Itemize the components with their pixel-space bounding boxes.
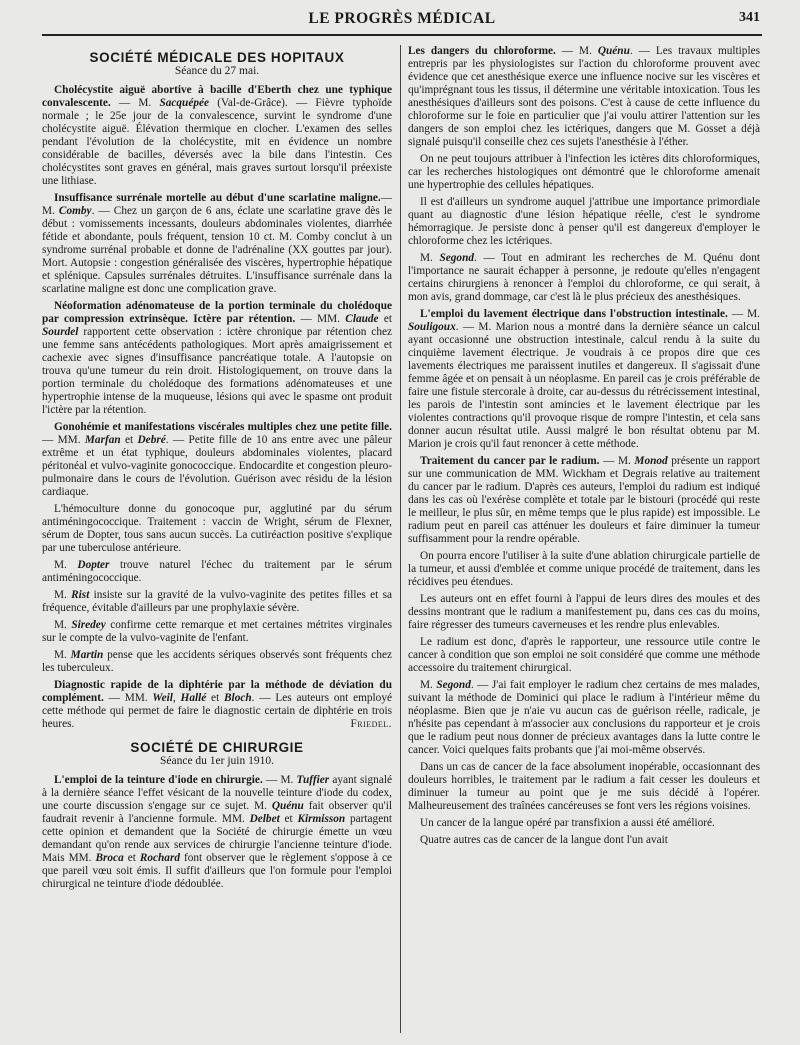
section-date-chirurgie: Séance du 1er juin 1910. xyxy=(159,755,274,767)
article-heading: Traitement du cancer par le radium. xyxy=(420,455,600,467)
running-title: LE PROGRÈS MÉDICAL xyxy=(308,10,496,27)
signature: Friedel. xyxy=(350,718,392,730)
author-name: Weil xyxy=(152,692,173,704)
article-body: . — M. Marion nous a montré dans la dernière séance un calcul ayant occasionné une obstruction intestinale, calcul rendu à la suite du cinquième lavement électrique. Je voudrais à ce propos dire que ces lavements électriques me paraissent inutiles et dangereux. Il s'agissait d'une femme âgée et on pensait à un néoplasme. En pareil cas je crois préférable de faire une fistule stercorale à droite, car au-dessus du rétrécissement intestinal, les parois de l'intestin sont amincies et le lavement électrique par les violentes contractions qu'il provoque risque de rompre l'intestin, et cela sans donner aucun résultat utile. Aussi malgré le bon résultat obtenu par M. Marion je crois qu'il faut renoncer à cette méthode. xyxy=(408,321,760,450)
paragraph-radium-2: On pourra encore l'utiliser à la suite d'une ablation chirurgicale partielle de la tumeur, et aussi d'emblée et comme unique procédé de traitement, dans les récidives peu étendues. xyxy=(408,550,760,588)
paragraph-martin: M. Martin pense que les accidents sériques observés sont fréquents chez les tuberculeux. xyxy=(42,649,392,674)
paragraph-radium-4: Le radium est donc, d'après le rapporteur, une ressource utile contre le cancer à condition que son emploi ne soit considéré que comme une méthode accessoire du traitement chirurgical. xyxy=(408,636,760,674)
author-name: Sourdel xyxy=(42,326,79,338)
author-name: Rist xyxy=(71,589,90,601)
paragraph-radium-8: Quatre autres cas de cancer de la langue dont l'un avait xyxy=(420,834,668,846)
article-lavement-electrique: L'emploi du lavement électrique dans l'obstruction intestinale. — M. Souligoux. — M. Marion nous a montré dans la dernière séance un calcul ayant occasionné une obstruction intestinale, calcul rendu à la suite du cinquième lavement électrique. Je voudrais à ce propos dire que ces lavements électriques me paraissent inutiles et dangereux. Il s'agissait d'une femme âgée et on pensait à un néoplasme. En pareil cas je crois préférable de faire une fistule stercorale à droite, car au-dessus du rétrécissement intestinal, les parois de l'intestin sont amincies et le lavement électrique par les violentes contractions qu'il provoque risque de rompre l'intestin, et cela sans donner aucun résultat utile. Aussi malgré le bon résultat obtenu par M. Marion je crois qu'il faut renoncer à cette méthode. xyxy=(408,308,760,450)
author-name: Marfan xyxy=(84,434,121,446)
right-column xyxy=(408,45,760,1035)
paragraph-chloro-3: Il est d'ailleurs un syndrome auquel j'attribue une importance primordiale quant au diagnostic d'une lésion hépatique réelle, c'est le syndrome hémorragique. Je persiste donc à penser qu'il est dangereux d'employer le chloroforme chez les ictériques. xyxy=(408,196,760,247)
author-name: Debré xyxy=(137,434,166,446)
author-name: Segond xyxy=(439,252,475,264)
author-name: Dopter xyxy=(77,559,110,571)
article-heading: Néoformation adénomateuse de la portion terminale du cholédoque par compression extrinsèque. Ictère par rétention. xyxy=(42,300,392,325)
article-heading: Les dangers du chloroforme. xyxy=(408,45,556,57)
article-gonohemie: Gonohémie et manifestations viscérales multiples chez une petite fille. — MM. Marfan et Debré. — Petite fille de 10 ans entre avec une pâleur extrême et un état typhique, douleurs abdominales violentes, placard péritonéal et vulvo-vaginite gonococcique. Endocardite et congestion pleuro-pulmonaire dans le cours de l'évolution. Guérison avec résidu de la lésion cardiaque. xyxy=(42,421,392,498)
column-divider xyxy=(400,45,401,1033)
article-heading: Cholécystite aiguë abortive à bacille d'Eberth chez une typhique convalescente. xyxy=(42,84,392,109)
article-body: présente un rapport sur une communication de MM. Wickham et Degrais relative au traitement du cancer par le radium. D'après ces auteurs, l'emploi du radium est indiqué dans les cas où l'exérèse complète et totale par le bistouri (procédé qui reste le meilleur, le plus sûr, en même temps que le plus rapide) est impossible. Le radium peut en pareil cas atténuer les douleurs et faire diminuer la tumeur suffisamment pour la rendre opérable. xyxy=(408,455,760,545)
article-chloroforme: Les dangers du chloroforme. — M. Quénu. — Les travaux multiples entrepris par les physiologistes sur l'action du chloroforme prouvent avec évidence que cet anesthésique exerce une influence nocive sur les viscères et qu'imprégnant tous les tissus, il détermine une véritable intoxication. Tous les anesthésiques d'ailleurs sont des poisons. C'est à cause de cette influence du chloroforme sur le foie en particulier que j'ai voulu attirer l'attention sur les dangers de son emploi chez les ictériques, dangers que M. Gosset a déjà signalé puisqu'il conseille chez ces sujets l'anesthésie à l'éther. xyxy=(408,45,760,148)
paragraph-segond-chloro: M. Segond. — Tout en admirant les recherches de M. Quénu dont l'importance ne saurait échapper à personne, je redoute qu'elles n'engagent certains chirurgiens à renoncer à l'emploi du chloroforme, ce qui serait, à mon avis, grand dommage, car c'est là le plus précieux des anesthésiques. xyxy=(408,252,760,303)
article-body: . — Les auteurs ont employé cette méthode qui permet de faire le diagnostic certain de diphtérie en trois heures. xyxy=(42,692,392,730)
article-teinture-iode: L'emploi de la teinture d'iode en chirurgie. — M. Tuffier ayant signalé à la dernière séance l'effet vésicant de la nouvelle teinture d'iode du codex, une courte discussion s'engage sur ce sujet. M. Quénu fait observer qu'il faudrait revenir à l'ancienne formule. MM. Delbet et Kirmisson partagent cette opinion et demandent que la Société de chirurgie émette un vœu demandant qu'on rende aux services de chirurgie l'ancienne teinture d'iode. Mais MM. Broca et Rochard font observer que le règlement s'oppose à ce que pareil vœu soit émis. Il suffit d'ailleurs que l'on formule pour l'emploi chirurgical ne teinture d'iode dédoublée. xyxy=(42,774,392,890)
page-number: 341 xyxy=(739,10,760,25)
paragraph-rist: M. Rist insiste sur la gravité de la vulvo-vaginite des petites filles et sa fréquence, évitable d'ailleurs par une prophylaxie sévère. xyxy=(42,589,392,614)
paragraph-siredey: M. Siredey confirme cette remarque et met certaines métrites virginales sur le compte de la vulvo-vaginite de l'enfant. xyxy=(42,619,392,644)
author-name: Quénu xyxy=(597,45,630,57)
author-name: Segond xyxy=(436,679,471,691)
article-heading: Diagnostic rapide de la diphtérie par la méthode de déviation du complément. xyxy=(42,679,392,704)
article-radium: Traitement du cancer par le radium. — M. Monod présente un rapport sur une communication de MM. Wickham et Degrais relative au traitement du cancer par le radium. D'après ces auteurs, l'emploi du radium est indiqué dans les cas où l'exérèse complète et totale par le bistouri (procédé qui reste le meilleur, le plus sûr, en même temps que le plus rapide) est impossible. Le radium peut en pareil cas atténuer les douleurs et faire diminuer la tumeur suffisamment pour la rendre opérable. xyxy=(408,455,760,545)
paragraph-dopter: M. Dopter trouve naturel l'échec du traitement par le sérum antiméningococcique. xyxy=(42,559,392,584)
author-name: Broca xyxy=(95,852,124,864)
paragraph-radium-6: Dans un cas de cancer de la face absolument inopérable, occasionnant des douleurs horribles, le traitement par le radium a fait cesser les douleurs et diminuer la tumeur au point que je me suis décidé à l'opérer. Malheureusement des traînées cancéreuses se font vers les régions voisines. xyxy=(408,761,760,812)
left-column xyxy=(42,45,392,1035)
page-header xyxy=(42,8,762,36)
article-heading: Gonohémie et manifestations viscérales multiples chez une petite fille. xyxy=(54,421,392,433)
author-name: Martin xyxy=(70,649,104,661)
article-body: . — Les travaux multiples entrepris par les physiologistes sur l'action du chloroforme prouvent avec évidence que cet anesthésique exerce une influence nocive sur les viscères et qu'imprégnant tous les tissus, il détermine une véritable intoxication. Tous les anesthésiques d'ailleurs sont des poisons. C'est à cause de cette influence du chloroforme sur le foie en particulier que j'ai voulu attirer l'attention sur les dangers de son emploi chez les ictériques, dangers que M. Gosset a déjà signalé puisqu'il conseille chez ces sujets l'anesthésie à l'éther. xyxy=(408,45,760,148)
author-name: Hallé xyxy=(180,692,207,704)
article-heading: L'emploi de la teinture d'iode en chirurgie. xyxy=(54,774,263,786)
author-name: Bloch xyxy=(224,692,252,704)
paragraph-radium-7: Un cancer de la langue opéré par transfixion a aussi été amélioré. xyxy=(420,817,715,829)
section-date-hopitaux: Séance du 27 mai. xyxy=(174,65,260,77)
author-name: Quénu xyxy=(271,800,304,812)
paragraph-radium-3: Les auteurs ont en effet fourni à l'appui de leurs dires des moules et des dessins montrant que le radium a manifestement pu, dans ces cas du moins, faire régresser des tumeurs caverneuses et les rendre plus enlevables. xyxy=(408,593,760,631)
article-heading: L'emploi du lavement électrique dans l'obstruction intestinale. xyxy=(420,308,728,320)
author-name: Tuffier xyxy=(296,774,330,786)
article-heading: Insuffisance surrénale mortelle au début d'une scarlatine maligne. xyxy=(54,192,381,204)
author-name: Rochard xyxy=(139,852,181,864)
author-name: Sacquépée xyxy=(159,97,210,109)
article-body: . — Chez un garçon de 6 ans, éclate une scarlatine grave dès le début : vomissements incessants, douleurs abdominales violentes, diarrhée fétide et abondante, pouls fréquent, tension 10 ct. M. Comby conclut à un syndrome surrénal probable et donne de l'adrénaline (XX gouttes par jour). Mort. Autopsie : congestion généralisée des viscères, hypertrophie hépatique et splénique. Capsules surrénales détruites. L'insuffisance surrénale dans la scarlatine maligne est donc une complication grave. xyxy=(42,205,392,295)
article-insuffisance-surrenale: Insuffisance surrénale mortelle au début d'une scarlatine maligne.— M. Comby. — Chez un garçon de 6 ans, éclate une scarlatine grave dès le début : vomissements incessants, douleurs abdominales violentes, diarrhée fétide et abondante, pouls fréquent, tension 10 ct. M. Comby conclut à un syndrome surrénal probable et donne de l'adrénaline (XX gouttes par jour). Mort. Autopsie : congestion généralisée des viscères, hypertrophie hépatique et splénique. Capsules surrénales détruites. L'insuffisance surrénale dans la scarlatine maligne est donc une complication grave. xyxy=(42,192,392,295)
author-name: Delbet xyxy=(249,813,280,825)
author-name: Claude xyxy=(345,313,379,325)
author-name: Siredey xyxy=(71,619,106,631)
paragraph-hemoculture: L'hémoculture donne du gonocoque pur, agglutiné par du sérum antiméningococcique. Traitement : vaccin de Wright, sérum de Flexner, sérum de Dopter, tous sans aucun succès. La cutiréaction positive s'explique par une tuberculose antérieure. xyxy=(42,503,392,554)
author-name: Comby xyxy=(58,205,92,217)
article-body: rapportent cette observation : ictère chronique par rétention chez une femme sans antécédents pathologiques. Mort après amaigrissement et cachexie avec signes d'insuffisance pancréatique totale. A l'autopsie on trouva qu'une tumeur du rein droit. Histologiquement, on trouve dans la portion terminale du cholédoque des formations adénomateuses et une hypertrophie intense de la muqueuse, lésions qui avec le spasme ont produit l'ictère par la rétention. xyxy=(42,326,392,416)
article-neoformation: Néoformation adénomateuse de la portion terminale du cholédoque par compression extrinsèque. Ictère par rétention. — MM. Claude et Sourdel rapportent cette observation : ictère chronique par rétention chez une femme sans antécédents pathologiques. Mort après amaigrissement et cachexie avec signes d'insuffisance pancréatique totale. A l'autopsie on trouva qu'une tumeur du rein droit. Histologiquement, on trouve dans la portion terminale du cholédoque des formations adénomateuses et une hypertrophie intense de la muqueuse, lésions qui avec le spasme ont produit l'ictère par la rétention. xyxy=(42,300,392,416)
author-name: Monod xyxy=(634,455,668,467)
article-body: . — Petite fille de 10 ans entre avec une pâleur extrême et un état typhique, douleurs abdominales violentes, placard péritonéal et vulvo-vaginite gonococcique. Endocardite et congestion pleuro-pulmonaire dans le cours de l'évolution. Guérison avec résidu de la lésion cardiaque. xyxy=(42,434,392,498)
article-diphterie: Diagnostic rapide de la diphtérie par la méthode de déviation du complément. — MM. Weil, Hallé et Bloch. — Les auteurs ont employé cette méthode qui permet de faire le diagnostic certain de diphtérie en trois heures. Friedel. xyxy=(42,679,392,730)
section-title-hopitaux: SOCIÉTÉ MÉDICALE DES HOPITAUX xyxy=(89,50,345,65)
section-title-chirurgie: SOCIÉTÉ DE CHIRURGIE xyxy=(130,740,304,755)
article-body: (Val-de-Grâce). — Fièvre typhoïde normale ; le 25e jour de la convalescence, survint le syndrome d'une cholécystite aiguë. Élévation thermique en clocher. L'examen des selles pendant l'évolution de la cholécystite, mit en évidence un nombre considérable de bacilles, déversés avec la bile dans l'intestin. Ces cholécystites sont graves en général, mais graves surtout lorsqu'il préexiste une lithiase. xyxy=(42,97,392,187)
paragraph-segond-radium: M. Segond. — J'ai fait employer le radium chez certains de mes malades, suivant la méthode de Dominici qui place le radium à l'intérieur même du néoplasme. Bien que je n'aie vu aucun cas de guérison réelle, radicale, je n'hésite pas cependant à m'associer aux conclusions du rapporteur et je crois que le radium peut nous donner de précieux avantages dans la lutte contre le cancer. Voici quelques faits probants que j'ai moi-même observés. xyxy=(408,679,760,756)
paragraph-chloro-2: On ne peut toujours attribuer à l'infection les ictères dits chloroformiques, car les recherches histologiques ont démontré que le chloroforme amenait une hypertrophie des cellules hépatiques. xyxy=(408,153,760,191)
article-cholecystite: Cholécystite aiguë abortive à bacille d'Eberth chez une typhique convalescente. — M. Sacquépée (Val-de-Grâce). — Fièvre typhoïde normale ; le 25e jour de la convalescence, survint le syndrome d'une cholécystite aiguë. Élévation thermique en clocher. L'examen des selles pendant l'évolution de la cholécystite, mit en évidence un nombre considérable de bacilles, déversés avec la bile dans l'intestin. Ces cholécystites sont graves en général, mais graves surtout lorsqu'il préexiste une lithiase. xyxy=(42,84,392,187)
author-name: Souligoux xyxy=(408,321,456,333)
author-name: Kirmisson xyxy=(297,813,346,825)
